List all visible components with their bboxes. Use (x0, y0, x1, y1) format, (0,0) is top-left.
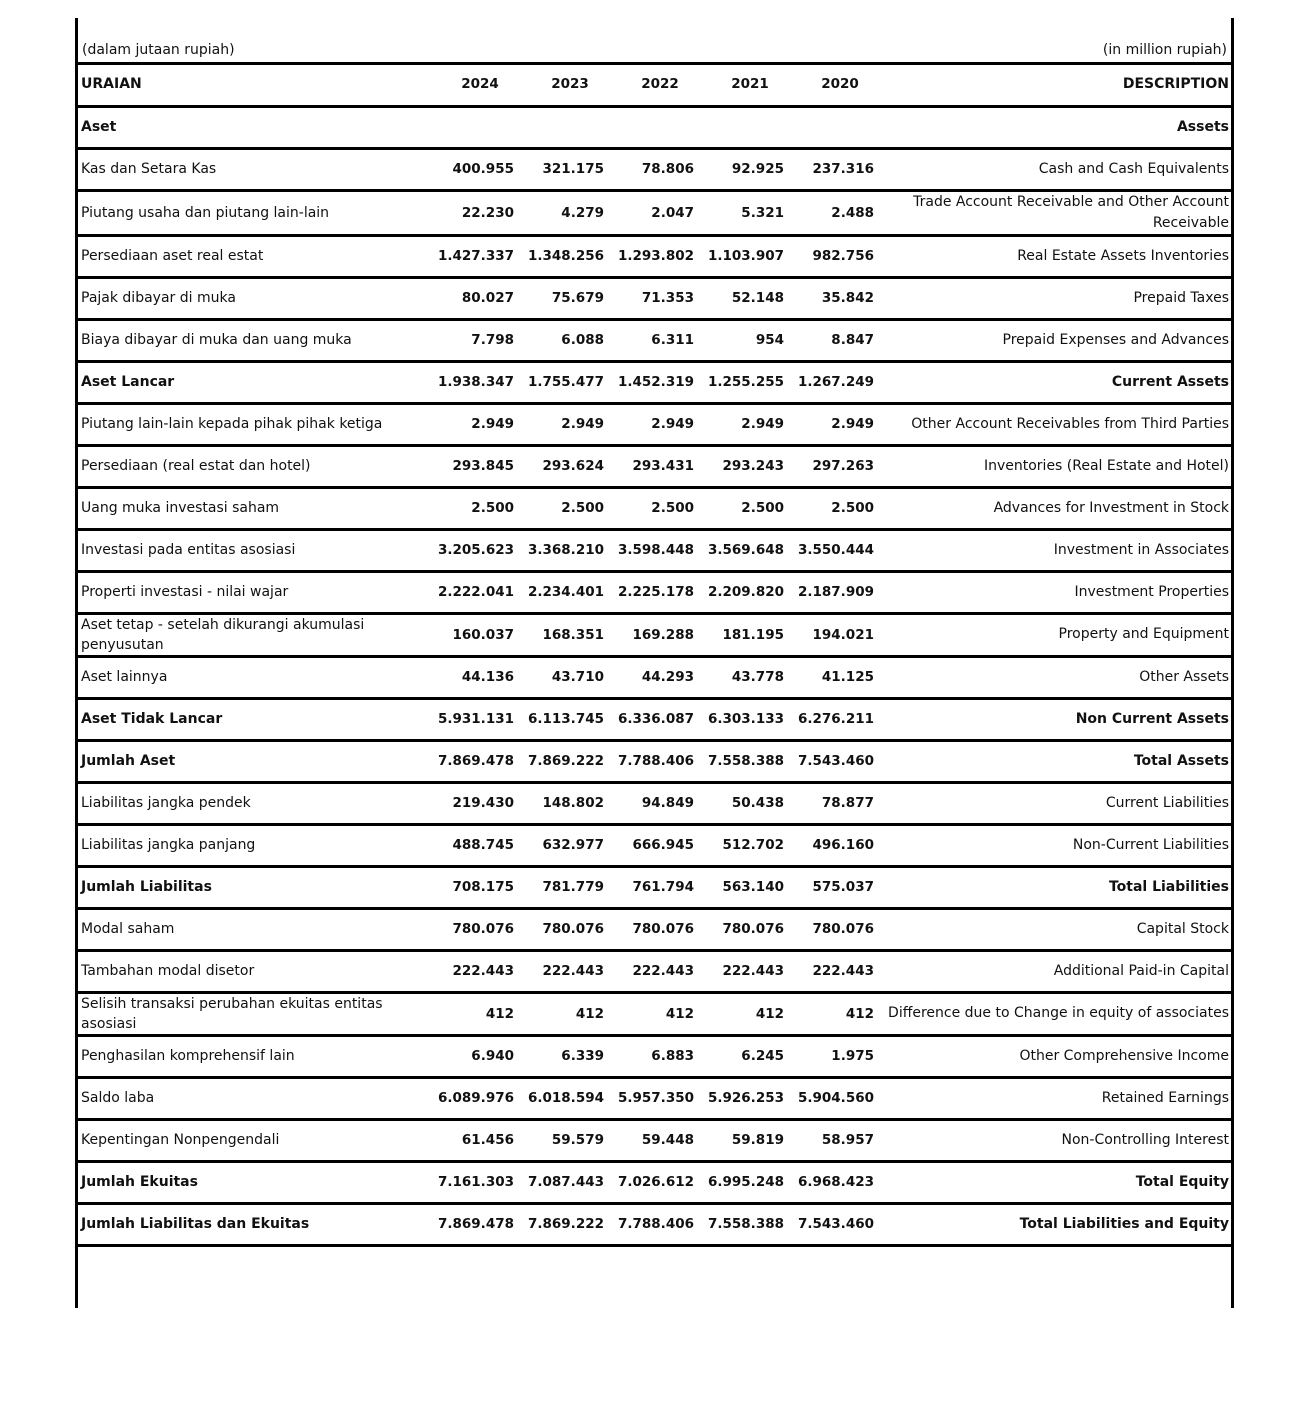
row-value: 412 (524, 992, 614, 1035)
row-value: 22.230 (434, 190, 524, 235)
row-value: 1.452.319 (614, 361, 704, 403)
row-description: Prepaid Expenses and Advances (884, 319, 1231, 361)
row-value: 6.303.133 (704, 698, 794, 740)
row-value: 7.869.478 (434, 1203, 524, 1245)
row-description: Property and Equipment (884, 613, 1231, 656)
row-value: 3.205.623 (434, 529, 524, 571)
row-description: Advances for Investment in Stock (884, 487, 1231, 529)
row-value: 3.569.648 (704, 529, 794, 571)
table-row (78, 656, 1231, 698)
row-value: 666.945 (614, 824, 704, 866)
table-row (78, 613, 1231, 656)
row-value: 6.339 (524, 1035, 614, 1077)
table-row (78, 1119, 1231, 1161)
row-value: 8.847 (794, 319, 884, 361)
row-label: Persediaan (real estat dan hotel) (78, 445, 434, 487)
row-label: Kas dan Setara Kas (78, 148, 434, 190)
row-value: 6.336.087 (614, 698, 704, 740)
row-label: Properti investasi - nilai wajar (78, 571, 434, 613)
row-label: Aset Lancar (78, 361, 434, 403)
table-row (78, 992, 1231, 1035)
row-value: 1.938.347 (434, 361, 524, 403)
table-row (78, 1203, 1231, 1245)
table-row (78, 487, 1231, 529)
row-value: 6.940 (434, 1035, 524, 1077)
row-value: 7.161.303 (434, 1161, 524, 1203)
row-value: 222.443 (614, 950, 704, 992)
row-value: 44.136 (434, 656, 524, 698)
row-value: 43.710 (524, 656, 614, 698)
table-row (78, 403, 1231, 445)
row-value: 7.543.460 (794, 1203, 884, 1245)
row-description: Investment in Associates (884, 529, 1231, 571)
row-value: 7.558.388 (704, 1203, 794, 1245)
row-value: 35.842 (794, 277, 884, 319)
section-label: Aset (78, 106, 434, 148)
row-description: Trade Account Receivable and Other Account Receivable (884, 190, 1231, 235)
row-value: 1.267.249 (794, 361, 884, 403)
table-row (78, 190, 1231, 235)
units-note-english: (in million rupiah) (1102, 42, 1227, 58)
row-value: 293.431 (614, 445, 704, 487)
row-value: 2.949 (614, 403, 704, 445)
row-label: Aset tetap - setelah dikurangi akumulasi penyusutan (78, 613, 434, 656)
table-header-row (78, 64, 1231, 106)
row-value: 5.926.253 (704, 1077, 794, 1119)
row-value: 94.849 (614, 782, 704, 824)
row-label: Liabilitas jangka pendek (78, 782, 434, 824)
row-value: 194.021 (794, 613, 884, 656)
row-description: Additional Paid-in Capital (884, 950, 1231, 992)
row-description: Total Equity (884, 1161, 1231, 1203)
row-label: Persediaan aset real estat (78, 235, 434, 277)
table-row (78, 824, 1231, 866)
row-value: 575.037 (794, 866, 884, 908)
header-description: DESCRIPTION (884, 64, 1231, 106)
row-value: 7.869.478 (434, 740, 524, 782)
row-value: 2.500 (704, 487, 794, 529)
row-value: 59.448 (614, 1119, 704, 1161)
row-value: 2.949 (794, 403, 884, 445)
row-value: 982.756 (794, 235, 884, 277)
row-value: 7.543.460 (794, 740, 884, 782)
row-value: 293.845 (434, 445, 524, 487)
row-value: 563.140 (704, 866, 794, 908)
table-row (78, 571, 1231, 613)
row-description: Capital Stock (884, 908, 1231, 950)
row-description: Other Comprehensive Income (884, 1035, 1231, 1077)
row-value: 58.957 (794, 1119, 884, 1161)
row-value: 632.977 (524, 824, 614, 866)
row-value: 3.368.210 (524, 529, 614, 571)
row-value: 1.293.802 (614, 235, 704, 277)
row-value: 2.187.909 (794, 571, 884, 613)
row-value: 61.456 (434, 1119, 524, 1161)
row-value: 219.430 (434, 782, 524, 824)
row-value: 169.288 (614, 613, 704, 656)
row-description: Non-Controlling Interest (884, 1119, 1231, 1161)
row-description: Inventories (Real Estate and Hotel) (884, 445, 1231, 487)
row-value: 780.076 (524, 908, 614, 950)
row-value: 59.819 (704, 1119, 794, 1161)
row-label: Penghasilan komprehensif lain (78, 1035, 434, 1077)
row-value: 1.103.907 (704, 235, 794, 277)
row-value: 43.778 (704, 656, 794, 698)
row-label: Biaya dibayar di muka dan uang muka (78, 319, 434, 361)
row-value: 92.925 (704, 148, 794, 190)
financial-table (78, 64, 1231, 1247)
row-value: 148.802 (524, 782, 614, 824)
row-value: 6.311 (614, 319, 704, 361)
row-label: Tambahan modal disetor (78, 950, 434, 992)
row-value: 7.026.612 (614, 1161, 704, 1203)
row-value: 222.443 (434, 950, 524, 992)
row-label: Piutang usaha dan piutang lain-lain (78, 190, 434, 235)
row-description: Non-Current Liabilities (884, 824, 1231, 866)
table-row (78, 445, 1231, 487)
row-value: 7.788.406 (614, 1203, 704, 1245)
row-value: 222.443 (524, 950, 614, 992)
row-label: Jumlah Ekuitas (78, 1161, 434, 1203)
row-label: Jumlah Liabilitas dan Ekuitas (78, 1203, 434, 1245)
row-value: 2.209.820 (704, 571, 794, 613)
row-label: Jumlah Liabilitas (78, 866, 434, 908)
row-value: 3.598.448 (614, 529, 704, 571)
table-row (78, 782, 1231, 824)
row-value: 780.076 (794, 908, 884, 950)
row-label: Liabilitas jangka panjang (78, 824, 434, 866)
table-row (78, 1161, 1231, 1203)
row-value: 708.175 (434, 866, 524, 908)
row-value: 181.195 (704, 613, 794, 656)
row-value: 2.500 (524, 487, 614, 529)
row-value: 2.949 (524, 403, 614, 445)
row-value: 2.488 (794, 190, 884, 235)
row-value: 1.975 (794, 1035, 884, 1077)
row-value: 50.438 (704, 782, 794, 824)
row-value: 7.869.222 (524, 1203, 614, 1245)
row-description: Current Assets (884, 361, 1231, 403)
row-value: 75.679 (524, 277, 614, 319)
row-value: 41.125 (794, 656, 884, 698)
row-description: Current Liabilities (884, 782, 1231, 824)
row-value: 1.427.337 (434, 235, 524, 277)
row-value: 780.076 (704, 908, 794, 950)
row-value: 761.794 (614, 866, 704, 908)
row-value: 321.175 (524, 148, 614, 190)
row-value: 496.160 (794, 824, 884, 866)
row-value: 297.263 (794, 445, 884, 487)
row-value: 2.500 (434, 487, 524, 529)
row-value: 7.087.443 (524, 1161, 614, 1203)
row-description: Prepaid Taxes (884, 277, 1231, 319)
row-value: 7.788.406 (614, 740, 704, 782)
row-value: 2.949 (434, 403, 524, 445)
row-value: 2.500 (614, 487, 704, 529)
table-row (78, 908, 1231, 950)
row-value: 3.550.444 (794, 529, 884, 571)
row-value: 2.500 (794, 487, 884, 529)
row-description: Total Liabilities (884, 866, 1231, 908)
table-row (78, 529, 1231, 571)
row-value: 168.351 (524, 613, 614, 656)
row-label: Uang muka investasi saham (78, 487, 434, 529)
table-row (78, 148, 1231, 190)
row-value: 412 (704, 992, 794, 1035)
row-value: 412 (434, 992, 524, 1035)
row-value: 6.883 (614, 1035, 704, 1077)
row-label: Selisih transaksi perubahan ekuitas entitas asosiasi (78, 992, 434, 1035)
row-value: 412 (794, 992, 884, 1035)
row-value: 222.443 (704, 950, 794, 992)
row-value: 2.222.041 (434, 571, 524, 613)
header-label: URAIAN (78, 64, 434, 106)
row-value: 5.931.131 (434, 698, 524, 740)
row-value: 78.806 (614, 148, 704, 190)
row-label: Jumlah Aset (78, 740, 434, 782)
header-year: 2024 (434, 64, 524, 106)
section-description: Assets (884, 106, 1231, 148)
row-value: 512.702 (704, 824, 794, 866)
row-value: 78.877 (794, 782, 884, 824)
row-value: 488.745 (434, 824, 524, 866)
row-value: 52.148 (704, 277, 794, 319)
header-year: 2022 (614, 64, 704, 106)
row-value: 1.755.477 (524, 361, 614, 403)
row-description: Other Account Receivables from Third Parties (884, 403, 1231, 445)
row-value: 293.243 (704, 445, 794, 487)
row-value: 6.276.211 (794, 698, 884, 740)
row-value: 7.869.222 (524, 740, 614, 782)
header-year: 2023 (524, 64, 614, 106)
row-value: 4.279 (524, 190, 614, 235)
row-value: 6.995.248 (704, 1161, 794, 1203)
row-label: Saldo laba (78, 1077, 434, 1119)
row-value: 59.579 (524, 1119, 614, 1161)
table-row (78, 319, 1231, 361)
row-label: Aset lainnya (78, 656, 434, 698)
table-row (78, 698, 1231, 740)
row-label: Investasi pada entitas asosiasi (78, 529, 434, 571)
row-description: Retained Earnings (884, 1077, 1231, 1119)
row-value: 44.293 (614, 656, 704, 698)
row-label: Pajak dibayar di muka (78, 277, 434, 319)
row-description: Cash and Cash Equivalents (884, 148, 1231, 190)
row-value: 6.089.976 (434, 1077, 524, 1119)
row-value: 954 (704, 319, 794, 361)
row-label: Piutang lain-lain kepada pihak pihak ketiga (78, 403, 434, 445)
row-value: 7.798 (434, 319, 524, 361)
row-label: Kepentingan Nonpengendali (78, 1119, 434, 1161)
row-value: 400.955 (434, 148, 524, 190)
header-year: 2021 (704, 64, 794, 106)
row-value: 5.904.560 (794, 1077, 884, 1119)
row-value: 80.027 (434, 277, 524, 319)
row-value: 1.255.255 (704, 361, 794, 403)
row-value: 222.443 (794, 950, 884, 992)
table-row (78, 235, 1231, 277)
table-row (78, 740, 1231, 782)
row-value: 1.348.256 (524, 235, 614, 277)
row-description: Other Assets (884, 656, 1231, 698)
row-value: 6.245 (704, 1035, 794, 1077)
row-value: 6.113.745 (524, 698, 614, 740)
units-note-indonesian: (dalam jutaan rupiah) (82, 42, 235, 58)
row-value: 2.234.401 (524, 571, 614, 613)
row-value: 293.624 (524, 445, 614, 487)
row-value: 71.353 (614, 277, 704, 319)
section-row (78, 106, 1231, 148)
row-value: 6.018.594 (524, 1077, 614, 1119)
row-value: 2.047 (614, 190, 704, 235)
row-value: 6.968.423 (794, 1161, 884, 1203)
table-row (78, 277, 1231, 319)
row-value: 5.957.350 (614, 1077, 704, 1119)
row-description: Difference due to Change in equity of associates (884, 992, 1231, 1035)
row-value: 412 (614, 992, 704, 1035)
table-row (78, 950, 1231, 992)
row-value: 7.558.388 (704, 740, 794, 782)
row-value: 5.321 (704, 190, 794, 235)
table-row (78, 361, 1231, 403)
row-value: 160.037 (434, 613, 524, 656)
row-description: Non Current Assets (884, 698, 1231, 740)
row-label: Modal saham (78, 908, 434, 950)
row-description: Total Liabilities and Equity (884, 1203, 1231, 1245)
row-description: Total Assets (884, 740, 1231, 782)
row-description: Investment Properties (884, 571, 1231, 613)
row-value: 6.088 (524, 319, 614, 361)
table-row (78, 1035, 1231, 1077)
row-value: 781.779 (524, 866, 614, 908)
row-description: Real Estate Assets Inventories (884, 235, 1231, 277)
row-value: 237.316 (794, 148, 884, 190)
row-label: Aset Tidak Lancar (78, 698, 434, 740)
row-value: 2.225.178 (614, 571, 704, 613)
table-row (78, 1077, 1231, 1119)
balance-sheet (75, 18, 1234, 1308)
row-value: 780.076 (614, 908, 704, 950)
row-value: 780.076 (434, 908, 524, 950)
header-year: 2020 (794, 64, 884, 106)
row-value: 2.949 (704, 403, 794, 445)
table-row (78, 866, 1231, 908)
